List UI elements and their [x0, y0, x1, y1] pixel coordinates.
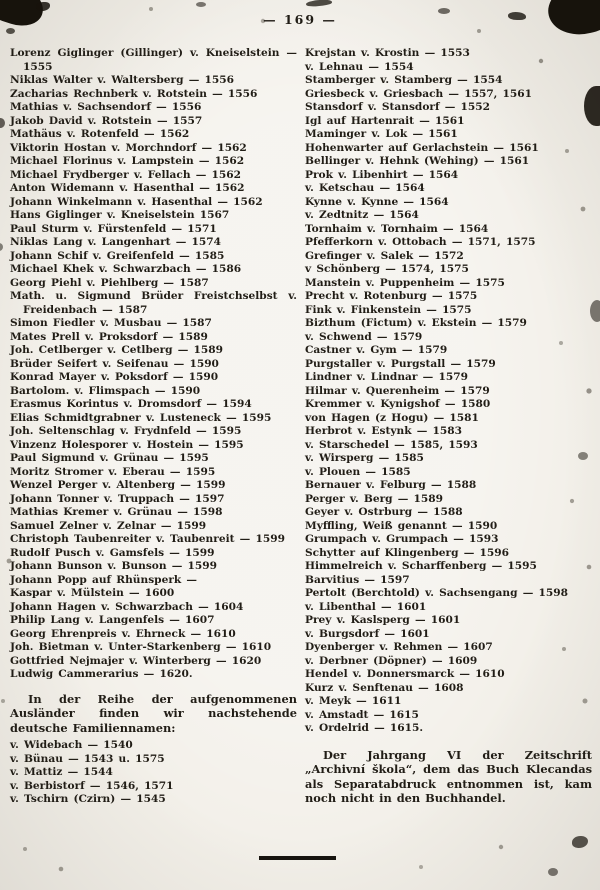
- directory-entry: Mathias v. Sachsendorf — 1556: [10, 101, 202, 113]
- ink-blot: [438, 8, 450, 14]
- closing-paragraph: Der Jahrgang VI der Zeitschrift „Archivní škola“, dem das Buch Klecandas als Separatabdruck entnommen ist, kam noch nicht in den Buchhandel.: [305, 747, 592, 806]
- ink-blot: [578, 452, 588, 460]
- directory-entry: Niklas Lang v. Langenhart — 1574: [10, 236, 222, 248]
- directory-entry: Himmelreich v. Scharffenberg — 1595: [305, 560, 537, 572]
- ink-blot: [572, 836, 588, 848]
- directory-entry: Tornhaim v. Tornhaim — 1564: [305, 222, 489, 235]
- directory-entry: Pfefferkorn v. Ottobach — 1571, 1575: [305, 236, 536, 248]
- directory-entry: Lorenz Giglinger (Gillinger) v. Kneiselstein — 1555: [10, 47, 297, 73]
- directory-entry: v. Schwend — 1579: [305, 330, 423, 343]
- directory-entry: Perger v. Berg — 1589: [305, 492, 444, 505]
- ink-blot: [196, 2, 206, 7]
- page-number: — 169 —: [263, 12, 337, 27]
- directory-entry: Viktorin Hostan v. Morchndorf — 1562: [10, 141, 247, 154]
- ink-blot: [508, 12, 526, 20]
- directory-entry: v. Burgsdorf — 1601: [305, 627, 430, 640]
- directory-entry: Precht v. Rotenburg — 1575: [305, 290, 478, 302]
- directory-entry: Prey v. Kaslsperg — 1601: [305, 614, 461, 626]
- directory-entry: Georg Piehl v. Piehlberg — 1587: [10, 276, 209, 289]
- directory-entry: v. Widebach — 1540: [10, 739, 133, 752]
- directory-entry: v. Bünau — 1543 u. 1575: [10, 752, 165, 765]
- directory-entry: Geyer v. Ostrburg — 1588: [305, 506, 463, 518]
- directory-entry: v. Wirsperg — 1585: [305, 452, 424, 464]
- directory-entry: Lindner v. Lindnar — 1579: [305, 371, 468, 383]
- directory-entry: Grumpach v. Grumpach — 1593: [305, 533, 499, 545]
- directory-entry: Maminger v. Lok — 1561: [305, 128, 458, 140]
- directory-entry: Hohenwarter auf Gerlachstein — 1561: [305, 141, 539, 154]
- directory-entry: Manstein v. Puppenheim — 1575: [305, 276, 505, 289]
- name-list-right: [305, 47, 592, 736]
- directory-entry: Brüder Seifert v. Seifenau — 1590: [10, 357, 219, 370]
- directory-entry: Bartolom. v. Flimspach — 1590: [10, 384, 201, 397]
- directory-entry: Bernauer v. Felburg — 1588: [305, 479, 477, 491]
- directory-entry: Johann Tonner v. Truppach — 1597: [10, 492, 225, 505]
- directory-entry: v. Zedtnitz — 1564: [305, 209, 419, 221]
- name-list-left: [10, 47, 297, 682]
- directory-entry: Paul Sturm v. Fürstenfeld — 1571: [10, 222, 217, 235]
- directory-entry: Fink v. Finkenstein — 1575: [305, 303, 472, 316]
- directory-entry: Dyenberger v. Rehmen — 1607: [305, 641, 493, 653]
- directory-entry: Mathäus v. Rotenfeld — 1562: [10, 128, 190, 140]
- directory-entry: v. Berbistorf — 1546, 1571: [10, 779, 174, 792]
- directory-entry: Bizthum (Fictum) v. Ekstein — 1579: [305, 317, 527, 329]
- directory-entry: Krejstan v. Krostin — 1553: [305, 47, 470, 59]
- directory-entry: v. Derbner (Döpner) — 1609: [305, 654, 478, 667]
- directory-entry: Gottfried Nejmajer v. Winterberg — 1620: [10, 654, 262, 667]
- directory-entry: Herbrot v. Estynk — 1583: [305, 425, 463, 437]
- directory-entry: Johann Winkelmann v. Hasenthal — 1562: [10, 195, 263, 208]
- directory-entry: Griesbeck v. Griesbach — 1557, 1561: [305, 87, 533, 100]
- directory-entry: Zacharias Rechnberk v. Rotstein — 1556: [10, 87, 258, 100]
- directory-entry: Philip Lang v. Langenfels — 1607: [10, 614, 215, 626]
- footer-rule: [259, 856, 336, 860]
- directory-entry: Joh. Cetlberger v. Cetlberg — 1589: [10, 344, 224, 356]
- directory-entry: v. Meyk — 1611: [305, 695, 402, 707]
- directory-entry: Konrad Mayer v. Poksdorf — 1590: [10, 371, 219, 383]
- directory-entry: Barvitius — 1597: [305, 573, 410, 586]
- directory-entry: Igl auf Hartenrait — 1561: [305, 114, 465, 127]
- scan-noise-speckles: [0, 0, 2, 2]
- directory-entry: Georg Ehrenpreis v. Ehrneck — 1610: [10, 627, 236, 640]
- directory-entry: Stansdorf v. Stansdorf — 1552: [305, 101, 490, 113]
- directory-entry: Kaspar v. Mülstein — 1600: [10, 587, 175, 599]
- directory-entry: Hans Giglinger v. Kneiselstein 1567: [10, 209, 230, 221]
- directory-entry: Math. u. Sigmund Brüder Freistchselbst v. Freidenbach — 1587: [10, 290, 297, 316]
- directory-entry: Vinzenz Holesporer v. Hostein — 1595: [10, 438, 244, 451]
- directory-entry: v Schönberg — 1574, 1575: [305, 263, 469, 275]
- directory-entry: Kremmer v. Kynigshof — 1580: [305, 398, 491, 410]
- directory-entry: Niklas Walter v. Waltersberg — 1556: [10, 74, 234, 86]
- directory-entry: Erasmus Korintus v. Dromsdorf — 1594: [10, 398, 252, 410]
- directory-entry: Hendel v. Donnersmarck — 1610: [305, 668, 505, 680]
- directory-entry: v. Starschedel — 1585, 1593: [305, 438, 478, 451]
- directory-entry: Johann Hagen v. Schwarzbach — 1604: [10, 600, 244, 613]
- directory-entry: Michael Khek v. Schwarzbach — 1586: [10, 263, 242, 275]
- directory-entry: v. Libenthal — 1601: [305, 600, 427, 613]
- directory-entry: v. Ordelrid — 1615.: [305, 722, 424, 734]
- left-column: [10, 47, 297, 810]
- directory-entry: Elias Schmidtgrabner v. Lusteneck — 1595: [10, 411, 272, 424]
- intro-paragraph: In der Reihe der aufgenommenen Ausländer finden wir nachstehende deutsche Familiennamen:: [10, 691, 297, 735]
- directory-entry: v. Tschirn (Czirn) — 1545: [10, 793, 166, 806]
- directory-entry: Johann Schif v. Greifenfeld — 1585: [10, 249, 225, 262]
- directory-entry: v. Plouen — 1585: [305, 465, 411, 478]
- directory-entry: Mathias Kremer v. Grünau — 1598: [10, 506, 223, 518]
- ink-blot: [6, 28, 15, 34]
- directory-entry: Myffling, Weiß genannt — 1590: [305, 519, 498, 532]
- directory-entry: Hilmar v. Querenheim — 1579: [305, 384, 490, 397]
- directory-entry: Schytter auf Klingenberg — 1596: [305, 546, 509, 559]
- right-column: [305, 47, 592, 810]
- ink-blot: [548, 868, 558, 876]
- directory-entry: Samuel Zelner v. Zelnar — 1599: [10, 519, 207, 532]
- directory-entry: Joh. Bietman v. Unter-Starkenberg — 1610: [10, 641, 272, 653]
- directory-entry: Anton Widemann v. Hasenthal — 1562: [10, 182, 245, 194]
- directory-entry: Joh. Seltenschlag v. Frydnfeld — 1595: [10, 425, 242, 437]
- directory-entry: Bellinger v. Hehnk (Wehing) — 1561: [305, 155, 530, 167]
- directory-entry: Johann Bunson v. Bunson — 1599: [10, 560, 218, 572]
- directory-entry: v. Lehnau — 1554: [305, 60, 414, 73]
- directory-entry: Kurz v. Senftenau — 1608: [305, 681, 464, 694]
- directory-entry: v. Amstadt — 1615: [305, 708, 419, 721]
- directory-entry: Purgstaller v. Purgstall — 1579: [305, 357, 496, 370]
- directory-entry: Prok v. Libenhirt — 1564: [305, 168, 459, 181]
- directory-entry: Jakob David v. Rotstein — 1557: [10, 114, 203, 127]
- directory-entry: Paul Sigmund v. Grünau — 1595: [10, 452, 209, 464]
- directory-entry: v. Ketschau — 1564: [305, 182, 425, 194]
- directory-entry: Wenzel Perger v. Altenberg — 1599: [10, 479, 226, 491]
- directory-entry: Grefinger v. Salek — 1572: [305, 249, 464, 262]
- directory-entry: Moritz Stromer v. Eberau — 1595: [10, 465, 216, 478]
- directory-entry: Ludwig Cammerarius — 1620.: [10, 668, 193, 680]
- directory-entry: Rudolf Pusch v. Gamsfels — 1599: [10, 546, 215, 559]
- german-family-names-list: [10, 739, 297, 807]
- directory-entry: Simon Fiedler v. Musbau — 1587: [10, 317, 212, 329]
- directory-entry: Castner v. Gym — 1579: [305, 344, 448, 356]
- directory-entry: Mates Prell v. Proksdorf — 1589: [10, 330, 208, 343]
- directory-entry: Michael Florinus v. Lampstein — 1562: [10, 155, 245, 167]
- directory-entry: Stamberger v. Stamberg — 1554: [305, 74, 503, 86]
- directory-entry: von Hagen (z Hogu) — 1581: [305, 411, 479, 424]
- directory-entry: Michael Frydberger v. Fellach — 1562: [10, 168, 242, 181]
- ink-blot: [590, 300, 600, 322]
- directory-entry: Johann Popp auf Rhünsperk —: [10, 573, 198, 586]
- directory-entry: Christoph Taubenreiter v. Taubenreit — 1599: [10, 533, 285, 545]
- directory-entry: v. Mattiz — 1544: [10, 766, 113, 779]
- directory-entry: Pertolt (Berchtold) v. Sachsengang — 1598: [305, 587, 568, 599]
- directory-entry: Kynne v. Kynne — 1564: [305, 195, 449, 208]
- text-columns: [0, 27, 600, 810]
